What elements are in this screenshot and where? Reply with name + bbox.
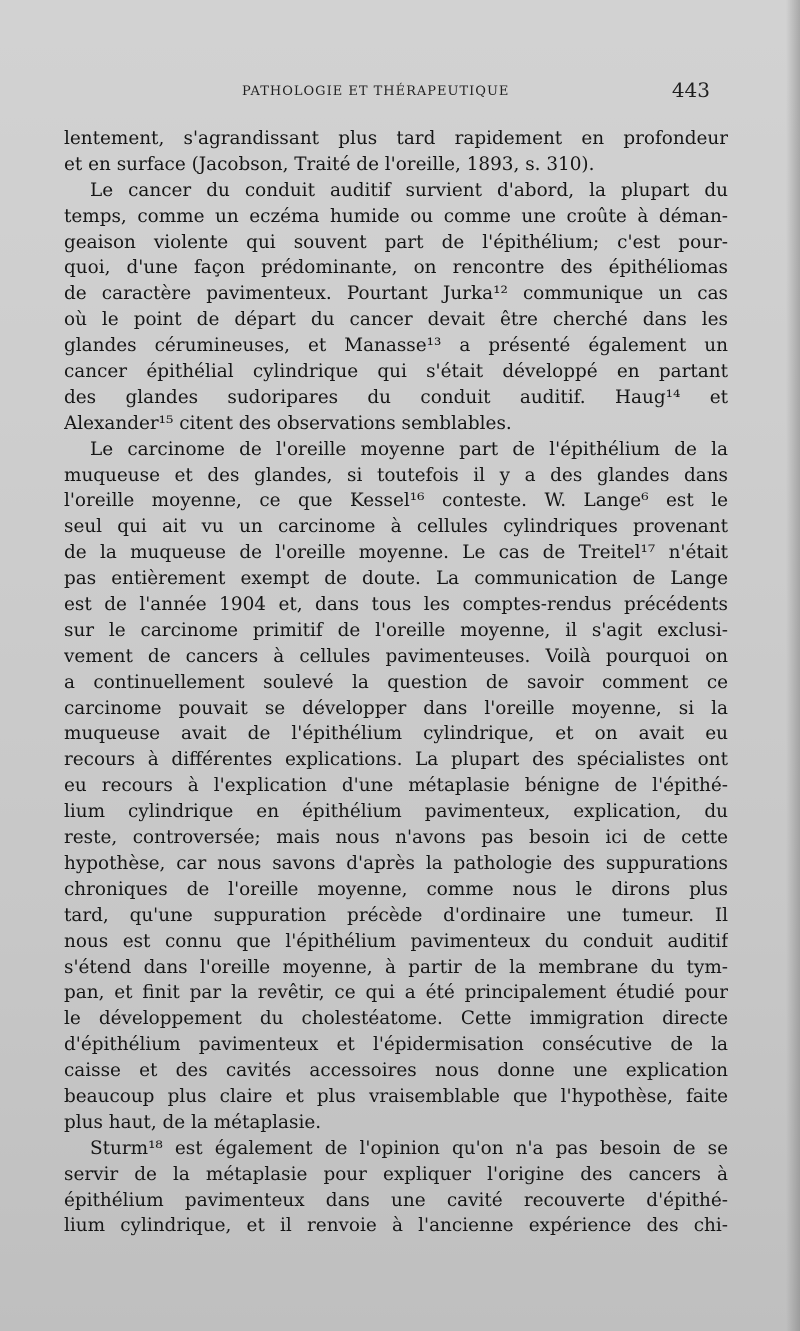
- text-line: Le cancer du conduit auditif survient d'abord, la plupart du: [90, 179, 728, 201]
- text-line: sur le carcinome primitif de l'oreille moyenne, il s'agit exclusi-: [64, 619, 728, 641]
- text-line: temps, comme un eczéma humide ou comme une croûte à déman-: [64, 205, 728, 227]
- text-line: des glandes sudoripares du conduit auditif. Haug¹⁴ et: [64, 386, 728, 408]
- text-line: reste, controversée; mais nous n'avons pas besoin ici de cette: [64, 827, 728, 849]
- text-line: lium cylindrique, et il renvoie à l'ancienne expérience des chi-: [64, 1215, 728, 1237]
- text-line: nous est connu que l'épithélium pavimenteux du conduit auditif: [64, 930, 728, 952]
- text-line: hypothèse, car nous savons d'après la pathologie des suppurations: [64, 852, 728, 874]
- text-line: tard, qu'une suppuration précède d'ordinaire une tumeur. Il: [64, 904, 728, 926]
- text-line: lium cylindrique en épithélium pavimenteux, explication, du: [64, 801, 728, 823]
- text-line: de la muqueuse de l'oreille moyenne. Le cas de Treitel¹⁷ n'était: [64, 542, 728, 564]
- text-line: de caractère pavimenteux. Pourtant Jurka¹² communique un cas: [64, 283, 728, 305]
- text-line: quoi, d'une façon prédominante, on rencontre des épithéliomas: [64, 257, 728, 279]
- text-line: chroniques de l'oreille moyenne, comme nous le dirons plus: [64, 878, 728, 900]
- text-line: pan, et finit par la revêtir, ce qui a été principalement étudié pour: [64, 982, 728, 1004]
- page-number: 443: [671, 78, 710, 102]
- text-line: servir de la métaplasie pour expliquer l'origine des cancers à: [64, 1163, 728, 1185]
- text-line: vement de cancers à cellules pavimenteuses. Voilà pourquoi on: [64, 645, 728, 667]
- text-line: cancer épithélial cylindrique qui s'était développé en partant: [64, 361, 728, 383]
- text-line: beaucoup plus claire et plus vraisemblable que l'hypothèse, faite: [64, 1085, 728, 1107]
- text-line: l'oreille moyenne, ce que Kessel¹⁶ conteste. W. Lange⁶ est le: [64, 490, 728, 512]
- text-line: où le point de départ du cancer devait être cherché dans les: [64, 309, 728, 331]
- page-header: [64, 80, 716, 106]
- text-line: est de l'année 1904 et, dans tous les comptes-rendus précédents: [64, 594, 728, 616]
- text-line: carcinome pouvait se développer dans l'oreille moyenne, si la: [64, 697, 728, 719]
- text-line: a continuellement soulevé la question de savoir comment ce: [64, 671, 728, 693]
- running-head: PATHOLOGIE ET THÉRAPEUTIQUE: [242, 84, 510, 99]
- text-line: muqueuse avait de l'épithélium cylindrique, et on avait eu: [64, 723, 728, 745]
- text-line: seul qui ait vu un carcinome à cellules cylindriques provenant: [64, 516, 728, 538]
- text-line: et en surface (Jacobson, Traité de l'oreille, 1893, s. 310).: [64, 153, 595, 175]
- text-line: muqueuse et des glandes, si toutefois il y a des glandes dans: [64, 464, 728, 486]
- text-line: pas entièrement exempt de doute. La communication de Lange: [64, 568, 728, 590]
- body-text: [64, 126, 728, 1239]
- text-line: plus haut, de la métaplasie.: [64, 1111, 322, 1133]
- text-line: Sturm¹⁸ est également de l'opinion qu'on n'a pas besoin de se: [90, 1137, 728, 1159]
- text-line: caisse et des cavités accessoires nous donne une explication: [64, 1060, 728, 1082]
- text-line: eu recours à l'explication d'une métaplasie bénigne de l'épithé-: [64, 775, 728, 797]
- text-line: lentement, s'agrandissant plus tard rapidement en profondeur: [64, 128, 728, 149]
- text-line: s'étend dans l'oreille moyenne, à partir de la membrane du tym-: [64, 956, 728, 978]
- text-line: glandes cérumineuses, et Manasse¹³ a présenté également un: [64, 335, 728, 357]
- text-line: épithélium pavimenteux dans une cavité recouverte d'épithé-: [64, 1189, 728, 1211]
- text-line: Le carcinome de l'oreille moyenne part de l'épithélium de la: [90, 438, 728, 460]
- text-line: le développement du cholestéatome. Cette immigration directe: [64, 1008, 728, 1030]
- text-line: geaison violente qui souvent part de l'épithélium; c'est pour-: [64, 231, 728, 253]
- text-line: d'épithélium pavimenteux et l'épidermisation consécutive de la: [64, 1034, 728, 1056]
- text-line: recours à différentes explications. La plupart des spécialistes ont: [64, 749, 728, 771]
- text-line: Alexander¹⁵ citent des observations semblables.: [64, 412, 512, 434]
